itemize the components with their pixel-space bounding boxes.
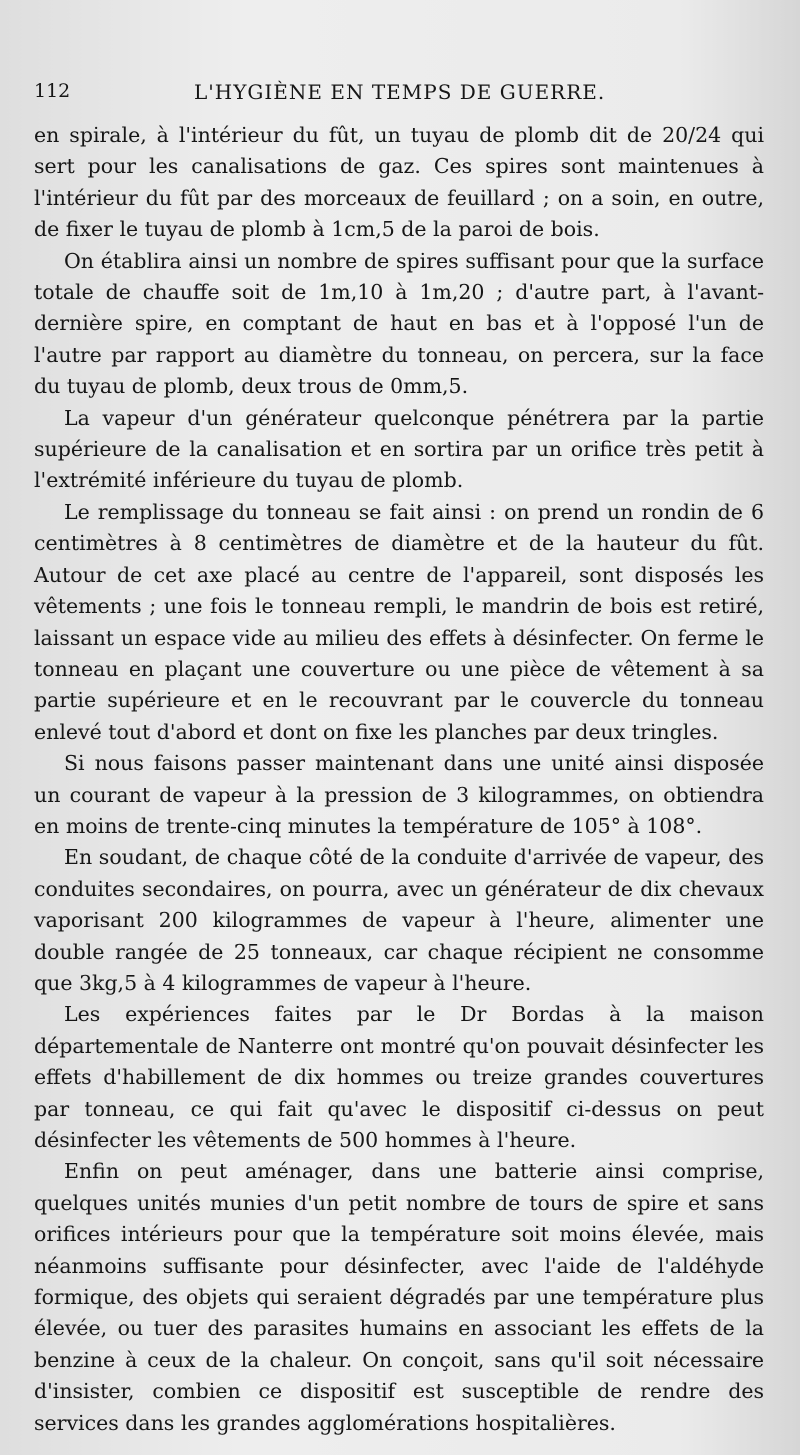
running-head: L'HYGIÈNE EN TEMPS DE GUERRE.: [194, 80, 606, 104]
paragraph-1: en spirale, à l'intérieur du fût, un tuyau de plomb dit de 20/24 qui sert pour les canalisations de gaz. Ces spires sont maintenues à l'intérieur du fût par des morceaux de feuillard ; on a soin, en outre, de fixer le tuyau de plomb à 1cm,5 de la paroi de bois.: [34, 123, 764, 242]
paragraph-5: Si nous faisons passer maintenant dans une unité ainsi disposée un courant de vapeur à la pression de 3 kilogrammes, on obtiendra en moins de trente-cinq minutes la température de 105° à 108°.: [34, 751, 764, 838]
body-text: [34, 120, 764, 1439]
page-header: [34, 80, 770, 110]
paragraph-4: Le remplissage du tonneau se fait ainsi : on prend un rondin de 6 centimètres à 8 centimètres de diamètre et de la hauteur du fût. Autour de cet axe placé au centre de l'appareil, sont disposés les vêtements ; une fois le tonneau rempli, le mandrin de bois est retiré, laissant un espace vide au milieu des effets à désinfecter. On ferme le tonneau en plaçant une couverture ou une pièce de vêtement à sa partie supérieure et en le recouvrant par le couvercle du tonneau enlevé tout d'abord et dont on fixe les planches par deux tringles.: [34, 499, 764, 744]
page-number: 112: [34, 80, 71, 102]
paragraph-3: La vapeur d'un générateur quelconque pénétrera par la partie supérieure de la canalisation et en sortira par un orifice très petit à l'extrémité inférieure du tuyau de plomb.: [34, 405, 764, 493]
paragraph-6: En soudant, de chaque côté de la conduite d'arrivée de vapeur, des conduites secondaires, on pourra, avec un générateur de dix chevaux vaporisant 200 kilogrammes de vapeur à l'heure, alimenter une double rangée de 25 tonneaux, car chaque récipient ne consomme que 3kg,5 à 4 kilogrammes de vapeur à l'heure.: [34, 845, 764, 995]
paragraph-8: Enfin on peut aménager, dans une batterie ainsi comprise, quelques unités munies d'un petit nombre de tours de spire et sans orifices intérieurs pour que la température soit moins élevée, mais néanmoins suffisante pour désinfecter, avec l'aide de l'aldéhyde formique, des objets qui seraient dégradés par une température plus élevée, ou tuer des parasites humains en associant les effets de la benzine à ceux de la chaleur. On conçoit, sans qu'il soit nécessaire d'insister, combien ce dispositif est susceptible de rendre des services dans les grandes agglomérations hospitalières.: [34, 1159, 764, 1435]
paragraph-2: On établira ainsi un nombre de spires suffisant pour que la surface totale de chauffe soit de 1m,10 à 1m,20 ; d'autre part, à l'avant-dernière spire, en comptant de haut en bas et à l'opposé l'un de l'autre par rapport au diamètre du tonneau, on percera, sur la face du tuyau de plomb, deux trous de 0mm,5.: [34, 248, 764, 399]
paragraph-7: Les expériences faites par le Dr Bordas à la maison départementale de Nanterre ont montré qu'on pouvait désinfecter les effets d'habillement de dix hommes ou treize grandes couvertures par tonneau, ce qui fait qu'avec le dispositif ci-dessus on peut désinfecter les vêtements de 500 hommes à l'heure.: [34, 1002, 764, 1152]
